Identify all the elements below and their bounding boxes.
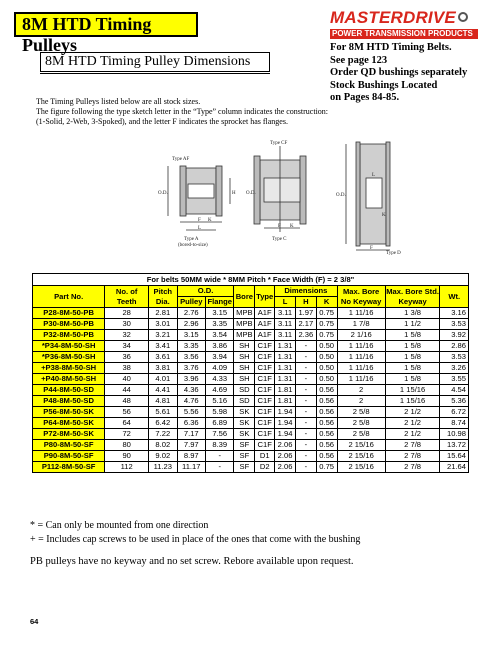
cell-bore: SD	[234, 385, 255, 396]
cell-dim-h: -	[295, 418, 316, 429]
cell-max-bore-std-keyway: 1 5/8	[385, 341, 440, 352]
cell-type: C1F	[255, 440, 275, 451]
cell-max-bore-no-keyway: 2 15/16	[337, 462, 385, 473]
cell-max-bore-no-keyway: 1 11/16	[337, 374, 385, 385]
cell-max-bore-std-keyway: 2 7/8	[385, 462, 440, 473]
intro-line: The figure following the type sketch letter in the “Type” column indicates the construction:	[36, 107, 329, 116]
cell-max-bore-no-keyway: 2 5/8	[337, 407, 385, 418]
cell-dim-l: 1.94	[275, 407, 296, 418]
cell-dim-h: -	[295, 396, 316, 407]
cell-type: C1F	[255, 407, 275, 418]
cell-pitch-dia: 5.61	[149, 407, 177, 418]
cell-type: C1F	[255, 374, 275, 385]
header-part-no: Part No.	[33, 286, 105, 308]
cell-dim-k: 0.50	[316, 374, 337, 385]
cell-bore: SK	[234, 407, 255, 418]
cell-bore: SH	[234, 341, 255, 352]
brand-logo	[330, 8, 490, 39]
cell-dim-k: 0.56	[316, 451, 337, 462]
cell-type: D2	[255, 462, 275, 473]
cell-max-bore-no-keyway: 2	[337, 396, 385, 407]
cell-pitch-dia: 2.81	[149, 308, 177, 319]
cell-dim-l: 1.31	[275, 374, 296, 385]
header-l: L	[275, 297, 296, 308]
table-row	[33, 308, 469, 319]
cell-type: A1F	[255, 330, 275, 341]
cell-max-bore-std-keyway: 1 15/16	[385, 385, 440, 396]
cell-teeth: 34	[105, 341, 149, 352]
cell-weight: 8.74	[440, 418, 469, 429]
cell-od-flange: 7.56	[206, 429, 234, 440]
cell-weight: 15.64	[440, 451, 469, 462]
footnote-plus: + = Includes cap screws to be used in place of the ones that come with the bushing	[30, 534, 361, 545]
cell-type: D1	[255, 451, 275, 462]
cell-teeth: 112	[105, 462, 149, 473]
cell-part-no: P30-8M-50-PB	[33, 319, 105, 330]
cell-dim-h: -	[295, 363, 316, 374]
label-od-d: O.D.	[336, 193, 346, 198]
cell-part-no: P72-8M-50-SK	[33, 429, 105, 440]
cell-part-no: P112-8M-50-SF	[33, 462, 105, 473]
cell-type: C1F	[255, 385, 275, 396]
header-k: K	[316, 297, 337, 308]
cell-od-flange: 3.15	[206, 308, 234, 319]
pulley-dimensions-table	[32, 273, 469, 473]
cell-max-bore-std-keyway: 1 3/8	[385, 308, 440, 319]
cell-dim-k: 0.56	[316, 407, 337, 418]
header-flange: Flange	[207, 297, 232, 306]
cell-dim-k: 0.56	[316, 418, 337, 429]
cell-pitch-dia: 11.23	[149, 462, 177, 473]
belt-info: For belts 50MM wide * 8MM Pitch * Face Width (F) = 2 3/8"	[33, 274, 469, 286]
ordering-notes	[330, 42, 467, 105]
cell-dim-k: 0.75	[316, 330, 337, 341]
cell-max-bore-std-keyway: 1 1/2	[385, 319, 440, 330]
intro-line: The Timing Pulleys listed below are all stock sizes.	[36, 97, 201, 106]
cell-dim-l: 1.94	[275, 418, 296, 429]
cell-type: C1F	[255, 341, 275, 352]
cell-teeth: 80	[105, 440, 149, 451]
label-od-c: O.D.	[246, 191, 256, 196]
cell-type: A1F	[255, 319, 275, 330]
header-max-bore-std-keyway: Max. Bore Std. Keyway	[386, 286, 439, 306]
cell-od-flange: 3.94	[206, 352, 234, 363]
cell-max-bore-std-keyway: 1 15/16	[385, 396, 440, 407]
cell-dim-k: 0.75	[316, 319, 337, 330]
cell-max-bore-std-keyway: 1 5/8	[385, 330, 440, 341]
cell-teeth: 38	[105, 363, 149, 374]
cell-part-no: P64-8M-50-SK	[33, 418, 105, 429]
label-type-af: Type AF	[172, 157, 190, 162]
cell-od-pulley: 5.56	[177, 407, 205, 418]
table-body	[33, 308, 469, 473]
cell-od-pulley: 3.56	[177, 352, 205, 363]
cell-od-flange: 4.09	[206, 363, 234, 374]
page-title: 8M HTD Timing Pulleys	[14, 12, 198, 37]
cell-max-bore-std-keyway: 2 7/8	[385, 440, 440, 451]
intro-text	[36, 97, 328, 127]
label-f-c: F	[278, 224, 281, 229]
cell-dim-l: 1.94	[275, 429, 296, 440]
cell-dim-k: 0.50	[316, 363, 337, 374]
cell-pitch-dia: 4.81	[149, 396, 177, 407]
pulley-type-drawings	[160, 136, 490, 256]
header-h: H	[295, 297, 316, 308]
cell-od-pulley: 4.36	[177, 385, 205, 396]
table-row	[33, 418, 469, 429]
cell-weight: 10.98	[440, 429, 469, 440]
cell-dim-l: 1.81	[275, 396, 296, 407]
page-number: 64	[30, 617, 39, 626]
cell-od-pulley: 3.76	[177, 363, 205, 374]
cell-dim-l: 2.06	[275, 451, 296, 462]
cell-dim-k: 0.75	[316, 462, 337, 473]
cell-part-no: P90-8M-50-SF	[33, 451, 105, 462]
header-type: Type	[255, 286, 275, 308]
cell-dim-l: 1.31	[275, 341, 296, 352]
cell-bore: SD	[234, 396, 255, 407]
cell-od-flange: 4.69	[206, 385, 234, 396]
cell-od-flange: 8.39	[206, 440, 234, 451]
label-f-a: F	[198, 218, 201, 223]
cell-max-bore-std-keyway: 1 5/8	[385, 352, 440, 363]
cell-dim-h: -	[295, 429, 316, 440]
cell-bore: SH	[234, 352, 255, 363]
cell-max-bore-no-keyway: 2 5/8	[337, 418, 385, 429]
cell-pitch-dia: 7.22	[149, 429, 177, 440]
pb-note: PB pulleys have no keyway and no set screw. Rebore available upon request.	[30, 556, 354, 567]
cell-bore: SK	[234, 418, 255, 429]
label-f-d: F	[370, 246, 373, 251]
cell-pitch-dia: 3.61	[149, 352, 177, 363]
header-od: O.D.	[177, 286, 234, 297]
cell-pitch-dia: 3.21	[149, 330, 177, 341]
header-wt: Wt.	[440, 286, 469, 308]
cell-max-bore-no-keyway: 1 11/16	[337, 308, 385, 319]
cell-dim-k: 0.56	[316, 440, 337, 451]
cell-od-pulley: 7.97	[177, 440, 205, 451]
cell-max-bore-no-keyway: 2 5/8	[337, 429, 385, 440]
table-row	[33, 385, 469, 396]
cell-od-pulley: 3.15	[177, 330, 205, 341]
label-type-a: Type A	[184, 237, 199, 242]
cell-dim-h: -	[295, 352, 316, 363]
cell-bore: SH	[234, 374, 255, 385]
table-row	[33, 429, 469, 440]
label-type-c: Type C	[272, 237, 287, 242]
cell-pitch-dia: 8.02	[149, 440, 177, 451]
header-max-bore-no-keyway: Max. Bore No Keyway	[337, 286, 385, 308]
cell-weight: 21.64	[440, 462, 469, 473]
cell-part-no: P44-8M-50-SD	[33, 385, 105, 396]
cell-weight: 2.86	[440, 341, 469, 352]
cell-dim-h: -	[295, 462, 316, 473]
cell-type: C1F	[255, 352, 275, 363]
cell-max-bore-no-keyway: 2	[337, 385, 385, 396]
cell-od-flange: 3.86	[206, 341, 234, 352]
cell-weight: 3.53	[440, 352, 469, 363]
cell-od-pulley: 3.96	[177, 374, 205, 385]
cell-part-no: P56-8M-50-SK	[33, 407, 105, 418]
cell-weight: 4.54	[440, 385, 469, 396]
header-bore: Bore	[234, 286, 255, 308]
cell-od-pulley: 2.76	[177, 308, 205, 319]
note-line: on Pages 84-85.	[330, 92, 400, 103]
cell-dim-h: 1.97	[295, 308, 316, 319]
cell-od-flange: 6.89	[206, 418, 234, 429]
cell-weight: 5.36	[440, 396, 469, 407]
cell-teeth: 90	[105, 451, 149, 462]
cell-bore: SF	[234, 440, 255, 451]
cell-od-flange: 5.98	[206, 407, 234, 418]
cell-part-no: P32-8M-50-PB	[33, 330, 105, 341]
label-l-a: L	[198, 226, 202, 231]
label-k-d: K	[382, 213, 386, 218]
cell-teeth: 30	[105, 319, 149, 330]
cell-part-no: P28-8M-50-PB	[33, 308, 105, 319]
label-od-a: O.D.	[158, 191, 168, 196]
cell-weight: 6.72	[440, 407, 469, 418]
table-row	[33, 440, 469, 451]
table-row	[33, 451, 469, 462]
note-line: For 8M HTD Timing Belts.	[330, 42, 452, 53]
label-k-a: K	[208, 218, 212, 223]
cell-teeth: 32	[105, 330, 149, 341]
gear-icon	[458, 12, 468, 22]
cell-max-bore-std-keyway: 2 7/8	[385, 451, 440, 462]
cell-teeth: 36	[105, 352, 149, 363]
cell-od-flange: 4.33	[206, 374, 234, 385]
cell-pitch-dia: 6.42	[149, 418, 177, 429]
header-teeth: No. of Teeth	[105, 286, 149, 308]
cell-max-bore-no-keyway: 1 11/16	[337, 352, 385, 363]
cell-pitch-dia: 3.81	[149, 363, 177, 374]
cell-max-bore-std-keyway: 2 1/2	[385, 407, 440, 418]
cell-max-bore-no-keyway: 1 7/8	[337, 319, 385, 330]
note-line: Order QD bushings separately	[330, 67, 468, 78]
cell-pitch-dia: 4.01	[149, 374, 177, 385]
cell-max-bore-no-keyway: 2 15/16	[337, 440, 385, 451]
cell-dim-k: 0.56	[316, 429, 337, 440]
cell-type: C1F	[255, 363, 275, 374]
cell-type: C1F	[255, 396, 275, 407]
cell-pitch-dia: 3.01	[149, 319, 177, 330]
cell-od-pulley: 6.36	[177, 418, 205, 429]
cell-teeth: 64	[105, 418, 149, 429]
cell-bore: MPB	[234, 330, 255, 341]
brand-tagline: POWER TRANSMISSION PRODUCTS	[330, 29, 478, 39]
cell-part-no: +P40-8M-50-SH	[33, 374, 105, 385]
header-pulley: Pulley	[177, 297, 205, 308]
cell-teeth: 28	[105, 308, 149, 319]
table-row	[33, 374, 469, 385]
section-title: 8M HTD Timing Pulley Dimensions	[40, 52, 270, 72]
table-row	[33, 407, 469, 418]
note-line: See page 123	[330, 54, 388, 66]
cell-od-flange: 3.35	[206, 319, 234, 330]
table-row	[33, 330, 469, 341]
cell-weight: 3.55	[440, 374, 469, 385]
cell-dim-k: 0.75	[316, 308, 337, 319]
cell-dim-h: -	[295, 341, 316, 352]
cell-weight: 3.16	[440, 308, 469, 319]
cell-pitch-dia: 4.41	[149, 385, 177, 396]
cell-max-bore-std-keyway: 1 5/8	[385, 374, 440, 385]
cell-max-bore-std-keyway: 2 1/2	[385, 418, 440, 429]
cell-dim-h: -	[295, 385, 316, 396]
label-l-d: L	[372, 173, 376, 178]
note-line: Stock Bushings Located	[330, 79, 438, 91]
cell-od-pulley: 7.17	[177, 429, 205, 440]
cell-od-pulley: 11.17	[177, 462, 205, 473]
cell-dim-l: 2.06	[275, 462, 296, 473]
cell-teeth: 72	[105, 429, 149, 440]
header-dimensions: Dimensions	[275, 286, 337, 297]
cell-od-pulley: 2.96	[177, 319, 205, 330]
label-type-cf: Type CF	[270, 141, 288, 146]
cell-part-no: P80-8M-50-SF	[33, 440, 105, 451]
cell-od-flange: 3.54	[206, 330, 234, 341]
cell-dim-h: 2.17	[295, 319, 316, 330]
cell-od-flange: -	[206, 462, 234, 473]
cell-bore: MPB	[234, 319, 255, 330]
cell-part-no: P48-8M-50-SD	[33, 396, 105, 407]
cell-part-no: +P38-8M-50-SH	[33, 363, 105, 374]
cell-dim-h: -	[295, 374, 316, 385]
intro-line: (1-Solid, 2-Web, 3-Spoked), and the letter F indicates the sprocket has flanges.	[36, 117, 288, 126]
cell-max-bore-no-keyway: 1 11/16	[337, 341, 385, 352]
brand-name: MASTERDRIVE	[330, 8, 456, 27]
cell-type: C1F	[255, 429, 275, 440]
cell-bore: SF	[234, 462, 255, 473]
cell-teeth: 56	[105, 407, 149, 418]
label-h: H	[232, 191, 236, 196]
cell-part-no: *P34-8M-50-SH	[33, 341, 105, 352]
cell-dim-l: 1.31	[275, 363, 296, 374]
cell-od-flange: 5.16	[206, 396, 234, 407]
cell-dim-k: 0.50	[316, 341, 337, 352]
header-pitch: Pitch Dia.	[149, 286, 177, 308]
cell-teeth: 44	[105, 385, 149, 396]
cell-dim-l: 3.11	[275, 330, 296, 341]
cell-weight: 3.26	[440, 363, 469, 374]
cell-dim-l: 3.11	[275, 308, 296, 319]
cell-od-pulley: 8.97	[177, 451, 205, 462]
cell-od-pulley: 4.76	[177, 396, 205, 407]
cell-od-flange: -	[206, 451, 234, 462]
cell-dim-k: 0.50	[316, 352, 337, 363]
cell-weight: 3.92	[440, 330, 469, 341]
cell-dim-h: -	[295, 451, 316, 462]
cell-dim-h: -	[295, 440, 316, 451]
cell-dim-k: 0.56	[316, 385, 337, 396]
cell-type: A1F	[255, 308, 275, 319]
cell-dim-l: 1.81	[275, 385, 296, 396]
cell-dim-l: 3.11	[275, 319, 296, 330]
table-row	[33, 363, 469, 374]
cell-teeth: 48	[105, 396, 149, 407]
cell-max-bore-no-keyway: 1 11/16	[337, 363, 385, 374]
cell-bore: SF	[234, 451, 255, 462]
cell-teeth: 40	[105, 374, 149, 385]
cell-dim-l: 2.06	[275, 440, 296, 451]
cell-pitch-dia: 3.41	[149, 341, 177, 352]
label-type-d: Type D	[386, 251, 401, 256]
footnote-asterisk: * = Can only be mounted from one direction	[30, 520, 209, 531]
cell-dim-l: 1.31	[275, 352, 296, 363]
cell-type: C1F	[255, 418, 275, 429]
label-type-a-sub: (bored-to-size)	[178, 243, 208, 248]
cell-weight: 3.53	[440, 319, 469, 330]
cell-dim-h: -	[295, 407, 316, 418]
label-k-c: K	[290, 224, 294, 229]
table-row	[33, 341, 469, 352]
cell-max-bore-no-keyway: 2 1/16	[337, 330, 385, 341]
cell-pitch-dia: 9.02	[149, 451, 177, 462]
pulley-sketches	[160, 136, 490, 256]
table-row	[33, 352, 469, 363]
cell-dim-h: 2.36	[295, 330, 316, 341]
cell-max-bore-std-keyway: 1 5/8	[385, 363, 440, 374]
cell-od-pulley: 3.35	[177, 341, 205, 352]
cell-dim-k: 0.56	[316, 396, 337, 407]
cell-bore: SH	[234, 363, 255, 374]
table-row	[33, 396, 469, 407]
table-row	[33, 319, 469, 330]
cell-bore: SK	[234, 429, 255, 440]
table-row	[33, 462, 469, 473]
cell-max-bore-no-keyway: 2 15/16	[337, 451, 385, 462]
footnotes	[30, 519, 360, 547]
cell-max-bore-std-keyway: 2 1/2	[385, 429, 440, 440]
cell-part-no: *P36-8M-50-SH	[33, 352, 105, 363]
cell-weight: 13.72	[440, 440, 469, 451]
cell-bore: MPB	[234, 308, 255, 319]
